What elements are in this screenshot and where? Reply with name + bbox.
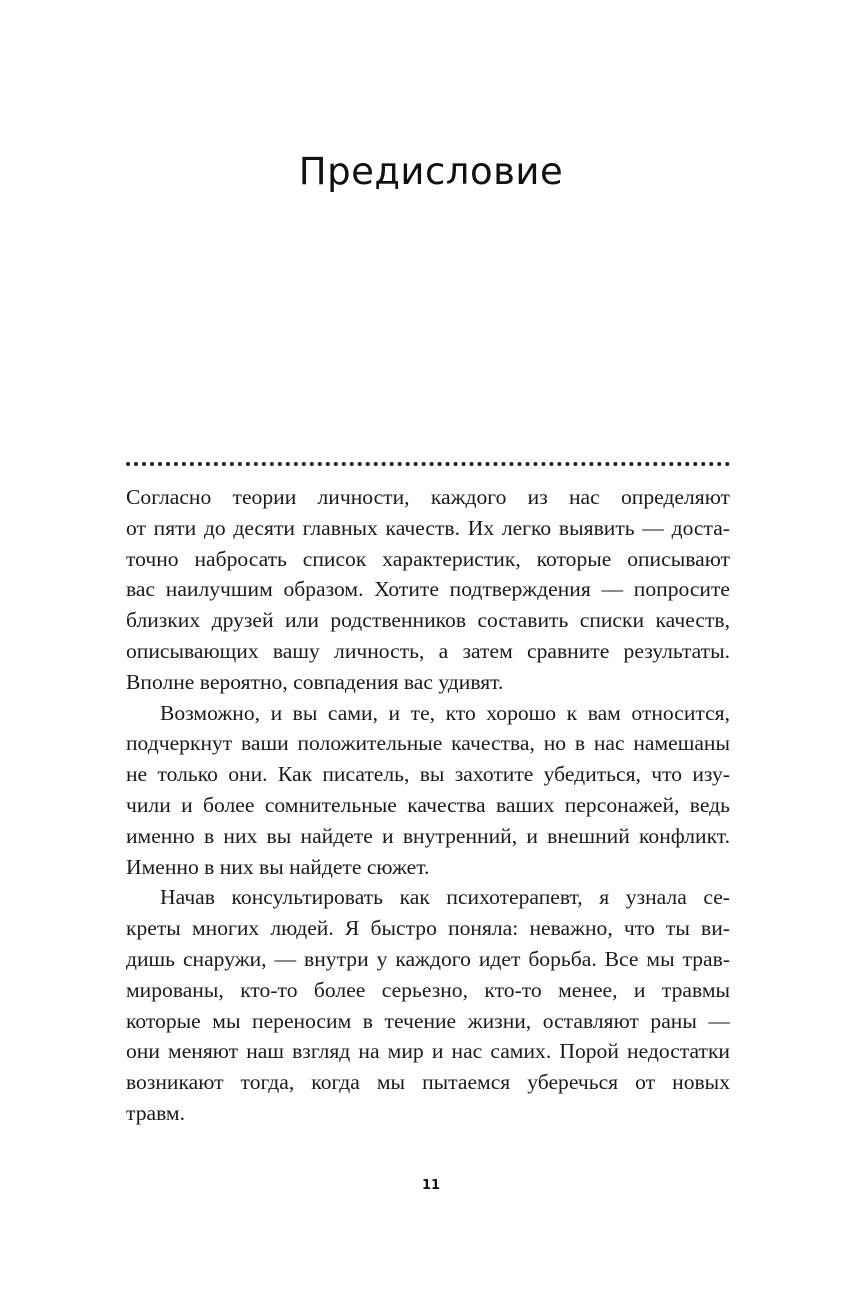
body-text: [126, 482, 730, 1129]
text-line: Именно в них вы найдете сюжет.: [126, 854, 430, 879]
text-line: возникают тогда, когда мы пытаемся уберечься от новых: [126, 1070, 730, 1095]
text-line: мированы, кто-то более серьезно, кто-то менее, и травмы: [126, 977, 730, 1002]
text-line: Возможно, и вы сами, и те, кто хорошо к вам относится,: [160, 700, 730, 725]
text-line: Начав консультировать как психотерапевт, я узнала се-: [160, 885, 730, 910]
text-line: травм.: [126, 1100, 185, 1125]
text-line: чили и более сомнительные качества ваших персонажей, ведь: [126, 792, 730, 817]
text-line: дишь снаружи, — внутри у каждого идет борьба. Все мы трав-: [126, 946, 730, 971]
text-line: Согласно теории личности, каждого из нас определяют: [126, 485, 730, 509]
text-line: подчеркнут ваши положительные качества, но в нас намешаны: [126, 731, 730, 756]
text-line: креты многих людей. Я быстро поняла: неважно, что ты ви-: [126, 916, 730, 941]
page-number: 11: [421, 1178, 441, 1193]
page-title: Предисловие: [298, 150, 564, 193]
text-line: близких друзей или родственников составить списки качеств,: [126, 608, 730, 633]
text-line: точно набросать список характеристик, которые описывают: [126, 546, 730, 571]
text-line: описывающих вашу личность, а затем сравните результаты.: [126, 638, 730, 663]
text-line: от пяти до десяти главных качеств. Их легко выявить — доста-: [126, 515, 730, 540]
text-line: Вполне вероятно, совпадения вас удивят.: [126, 669, 504, 694]
text-line: именно в них вы найдете и внутренний, и внешний конфликт.: [126, 823, 730, 848]
text-line: которые мы переносим в течение жизни, оставляют раны —: [126, 1008, 730, 1033]
dotted-divider: [126, 462, 730, 466]
text-line: они меняют наш взгляд на мир и нас самих. Порой недостатки: [126, 1039, 730, 1064]
text-line: не только они. Как писатель, вы захотите убедиться, что изу-: [126, 762, 730, 787]
text-line: вас наилучшим образом. Хотите подтверждения — попросите: [126, 577, 730, 602]
